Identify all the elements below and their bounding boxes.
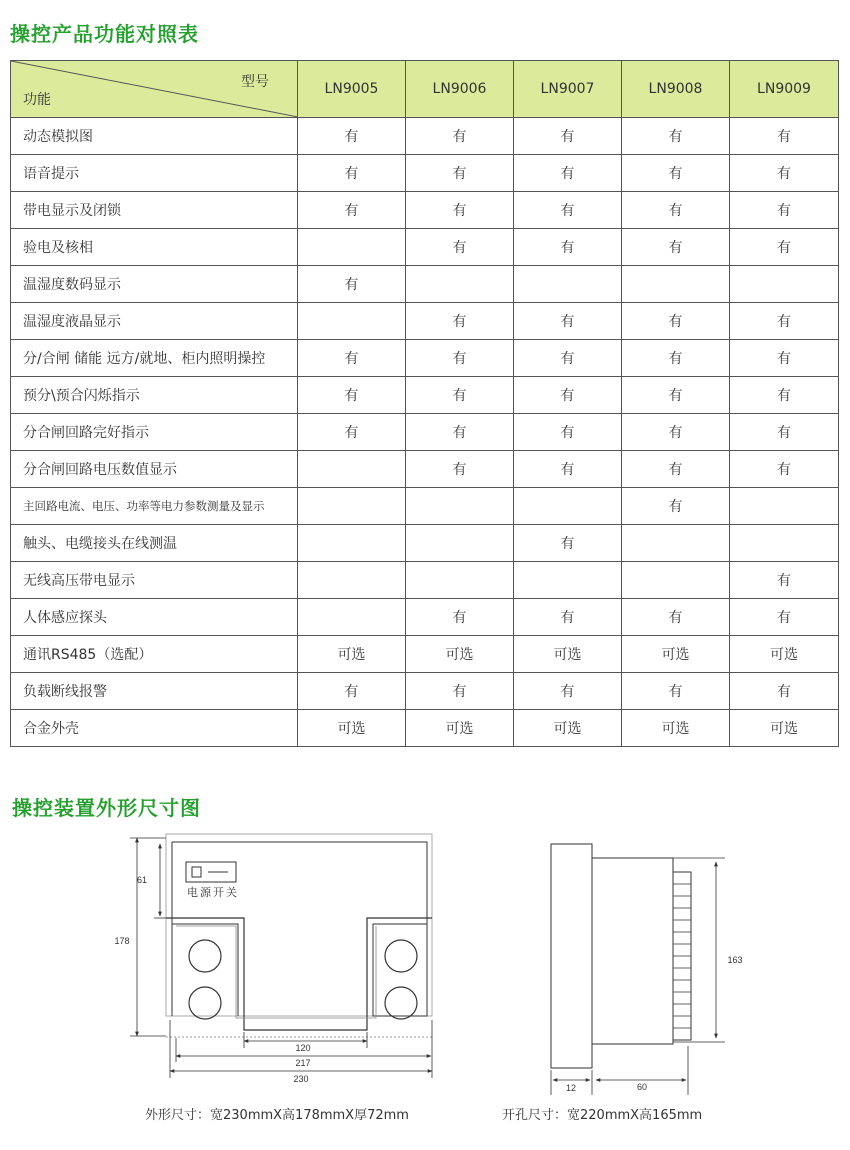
header-model-label: 型号	[241, 74, 269, 90]
value-cell: 有	[298, 673, 406, 710]
table-row	[11, 192, 839, 229]
model-header-cell: LN9009	[730, 61, 839, 118]
value-cell: 有	[514, 303, 622, 340]
value-cell: 有	[514, 340, 622, 377]
value-cell: 有	[406, 192, 514, 229]
feature-cell: 主回路电流、电压、功率等电力参数测量及显示	[11, 488, 298, 525]
value-cell: 有	[514, 377, 622, 414]
section-title-function-table: 操控产品功能对照表	[10, 22, 199, 46]
value-cell: 有	[406, 118, 514, 155]
value-cell	[298, 229, 406, 266]
table-row	[11, 451, 839, 488]
value-cell: 有	[514, 155, 622, 192]
table-row	[11, 340, 839, 377]
value-cell: 有	[514, 192, 622, 229]
value-cell: 有	[298, 192, 406, 229]
front-knob	[385, 940, 417, 972]
front-knob	[189, 940, 221, 972]
value-cell	[514, 488, 622, 525]
front-knob	[385, 987, 417, 1019]
power-switch-label: 电源开关	[187, 887, 239, 899]
side-view	[551, 844, 691, 1068]
table-row	[11, 118, 839, 155]
value-cell: 有	[406, 155, 514, 192]
value-cell: 有	[298, 377, 406, 414]
value-cell: 可选	[514, 710, 622, 747]
table-row	[11, 599, 839, 636]
table-row	[11, 229, 839, 266]
section-title-dimension-drawing: 操控装置外形尺寸图	[12, 796, 201, 820]
side-front-plate	[551, 844, 592, 1068]
corner-header-cell	[11, 61, 298, 118]
feature-cell: 无线高压带电显示	[11, 562, 298, 599]
value-cell: 有	[622, 414, 730, 451]
value-cell: 有	[622, 229, 730, 266]
power-switch-toggle	[192, 867, 201, 877]
feature-cell: 触头、电缆接头在线测温	[11, 525, 298, 562]
front-outline	[172, 842, 427, 1016]
value-cell: 有	[514, 599, 622, 636]
value-cell	[298, 451, 406, 488]
value-cell: 有	[406, 340, 514, 377]
dimension-drawing	[0, 820, 850, 1100]
value-cell: 有	[622, 451, 730, 488]
function-comparison-table	[10, 60, 839, 747]
table-row	[11, 562, 839, 599]
value-cell: 可选	[298, 710, 406, 747]
value-cell: 有	[622, 488, 730, 525]
feature-cell: 通讯RS485（选配）	[11, 636, 298, 673]
value-cell: 有	[730, 118, 839, 155]
header-function-label: 功能	[23, 92, 51, 108]
value-cell: 有	[406, 229, 514, 266]
value-cell: 有	[514, 673, 622, 710]
value-cell: 有	[622, 118, 730, 155]
value-cell: 可选	[298, 636, 406, 673]
model-header-cell: LN9006	[406, 61, 514, 118]
table-row	[11, 636, 839, 673]
value-cell: 有	[298, 118, 406, 155]
feature-cell: 温湿度液晶显示	[11, 303, 298, 340]
feature-cell: 负载断线报警	[11, 673, 298, 710]
dim-230: 230	[293, 1074, 309, 1084]
value-cell	[298, 599, 406, 636]
side-terminal-dividers	[673, 884, 691, 1028]
value-cell	[298, 525, 406, 562]
table-row	[11, 488, 839, 525]
value-cell: 可选	[406, 636, 514, 673]
value-cell	[406, 488, 514, 525]
dim-217: 217	[295, 1058, 311, 1068]
side-dimension-lines	[551, 858, 725, 1095]
value-cell: 有	[730, 229, 839, 266]
feature-cell: 合金外壳	[11, 710, 298, 747]
value-cell: 有	[730, 562, 839, 599]
value-cell: 有	[730, 377, 839, 414]
dim-12: 12	[565, 1083, 577, 1093]
table-row	[11, 673, 839, 710]
value-cell: 有	[622, 599, 730, 636]
value-cell	[298, 303, 406, 340]
value-cell: 有	[298, 340, 406, 377]
value-cell	[730, 266, 839, 303]
dim-163: 163	[727, 955, 743, 965]
dim-60: 60	[636, 1082, 648, 1092]
table-row	[11, 525, 839, 562]
value-cell	[514, 266, 622, 303]
feature-cell: 分/合闸 储能 远方/就地、柜内照明操控	[11, 340, 298, 377]
value-cell: 可选	[622, 636, 730, 673]
value-cell	[730, 525, 839, 562]
value-cell: 有	[622, 155, 730, 192]
front-cutout	[166, 918, 432, 1030]
value-cell	[298, 488, 406, 525]
feature-cell: 分合闸回路完好指示	[11, 414, 298, 451]
value-cell	[298, 562, 406, 599]
value-cell: 有	[514, 414, 622, 451]
value-cell: 有	[298, 414, 406, 451]
value-cell: 有	[622, 303, 730, 340]
value-cell: 有	[622, 192, 730, 229]
value-cell: 有	[730, 673, 839, 710]
feature-cell: 语音提示	[11, 155, 298, 192]
value-cell: 有	[514, 525, 622, 562]
front-dimension-lines	[130, 838, 432, 1078]
value-cell	[622, 525, 730, 562]
value-cell: 有	[730, 599, 839, 636]
feature-cell: 温湿度数码显示	[11, 266, 298, 303]
table-row	[11, 266, 839, 303]
value-cell	[622, 562, 730, 599]
value-cell: 有	[730, 340, 839, 377]
outline-dimension-caption: 外形尺寸：宽230mmX高178mmX厚72mm	[145, 1108, 409, 1123]
table-row	[11, 303, 839, 340]
side-body	[592, 858, 673, 1044]
value-cell: 有	[298, 155, 406, 192]
dim-178: 178	[114, 936, 130, 946]
value-cell	[514, 562, 622, 599]
value-cell: 有	[406, 451, 514, 488]
front-panel-outline	[172, 924, 427, 1016]
value-cell: 有	[406, 414, 514, 451]
value-cell	[406, 525, 514, 562]
feature-cell: 人体感应探头	[11, 599, 298, 636]
value-cell: 可选	[730, 636, 839, 673]
value-cell: 有	[298, 266, 406, 303]
feature-cell: 验电及核相	[11, 229, 298, 266]
value-cell	[406, 266, 514, 303]
value-cell: 可选	[622, 710, 730, 747]
front-view	[166, 834, 432, 1037]
value-cell: 可选	[406, 710, 514, 747]
value-cell: 有	[406, 599, 514, 636]
value-cell: 有	[514, 451, 622, 488]
value-cell: 有	[622, 377, 730, 414]
value-cell: 有	[730, 192, 839, 229]
value-cell: 有	[406, 303, 514, 340]
model-header-cell: LN9007	[514, 61, 622, 118]
value-cell	[622, 266, 730, 303]
value-cell: 有	[730, 155, 839, 192]
model-header-cell: LN9005	[298, 61, 406, 118]
value-cell: 可选	[730, 710, 839, 747]
table-header-row	[11, 61, 839, 118]
dim-61: 61	[136, 875, 148, 885]
model-header-cell: LN9008	[622, 61, 730, 118]
value-cell: 有	[514, 229, 622, 266]
feature-cell: 分合闸回路电压数值显示	[11, 451, 298, 488]
table-row	[11, 414, 839, 451]
front-knob	[189, 987, 221, 1019]
feature-cell: 带电显示及闭锁	[11, 192, 298, 229]
cutout-dimension-caption: 开孔尺寸：宽220mmX高165mm	[502, 1108, 703, 1123]
value-cell: 可选	[514, 636, 622, 673]
value-cell: 有	[622, 673, 730, 710]
table-row	[11, 377, 839, 414]
value-cell: 有	[514, 118, 622, 155]
table-row	[11, 155, 839, 192]
value-cell: 有	[622, 340, 730, 377]
feature-cell: 动态模拟图	[11, 118, 298, 155]
dim-120: 120	[295, 1043, 311, 1053]
value-cell	[406, 562, 514, 599]
value-cell: 有	[730, 451, 839, 488]
value-cell: 有	[730, 414, 839, 451]
value-cell: 有	[730, 303, 839, 340]
table-row	[11, 710, 839, 747]
value-cell: 有	[406, 673, 514, 710]
value-cell	[730, 488, 839, 525]
value-cell: 有	[406, 377, 514, 414]
feature-cell: 预分\预合闪烁指示	[11, 377, 298, 414]
front-outer-frame	[166, 834, 432, 1016]
